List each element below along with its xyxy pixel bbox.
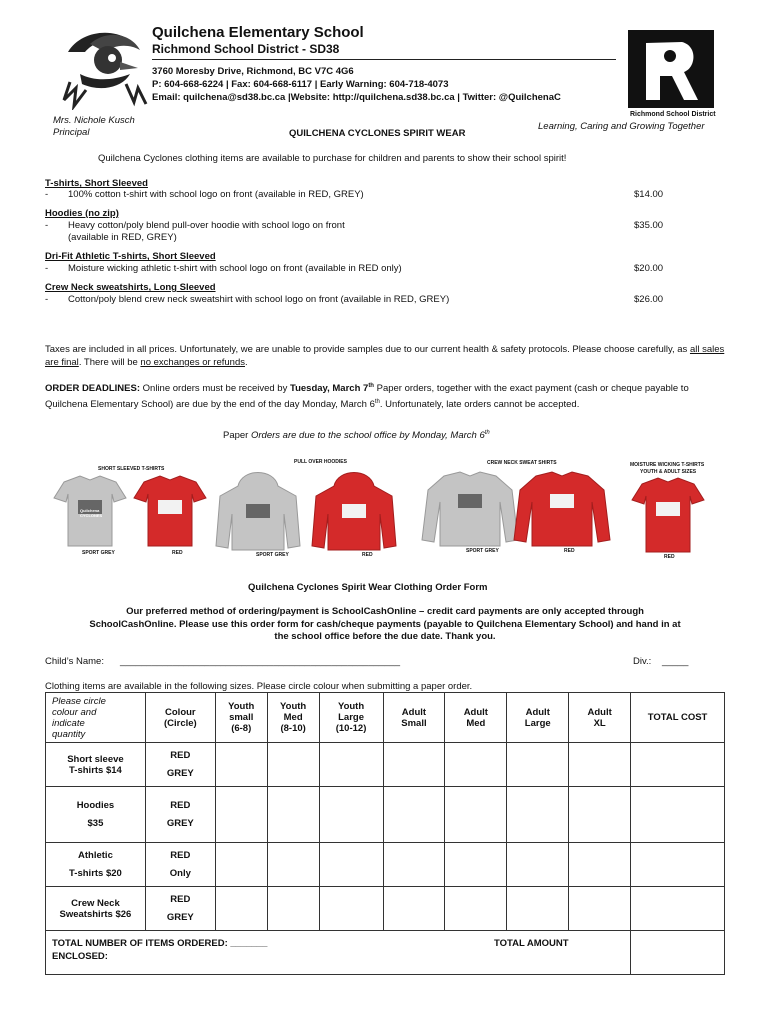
product-title: T-shirts, Short Sleeved [45,178,148,189]
totals-cell [46,931,631,975]
deadlines-text-1: Online orders must be received by [140,383,290,395]
principal-title: Principal [53,127,90,138]
district-logo-label: Richmond School District [630,111,716,118]
deadlines-online-date: Tuesday, March 7 [289,383,369,395]
colour-header [145,693,215,743]
hdr-line: Med [283,712,303,723]
adult-med-header [445,693,507,743]
taxes-no-exchanges: no exchanges or refunds [140,357,245,368]
form-pref-line: SchoolCashOnline. Please use this order form for cash/cheque payments (payable to Quilchena Elementary School) and hand in at [89,618,681,630]
deadlines-paper-sup: th [374,398,380,405]
qty-cell[interactable] [383,843,445,887]
product-price: $14.00 [634,189,664,200]
taxes-final: all sales are final [45,344,725,368]
hdr-line: Colour [165,706,196,718]
table-row [46,743,725,787]
qty-cell[interactable] [569,887,631,931]
product-price: $20.00 [634,263,664,274]
total-amount-cell[interactable] [631,931,725,975]
logo-text: CYCLONES [80,513,103,518]
principal-name: Mrs. Nichole Kusch [53,115,135,126]
crew-red-icon [514,472,610,546]
qty-cell[interactable] [507,787,569,843]
hdr-line: (10-12) [335,723,367,734]
sizes-note: Clothing items are available in the following sizes. Please circle colour when submitting a paper order. [45,681,473,692]
color-label: RED [362,552,373,558]
qty-cell[interactable] [445,743,507,787]
hoodie-grey-icon [216,473,300,551]
hoodie-red-icon [312,473,396,551]
taxes-text-3: . [245,357,248,368]
item-cell [46,843,146,887]
tshirt-red-icon [134,476,206,546]
short-sleeve-label: SHORT SLEEVED T-SHIRTS [98,466,165,472]
document-title: QUILCHENA CYCLONES SPIRIT WEAR [289,128,466,139]
hdr-line: Large [524,717,551,729]
youth-small-header [215,693,267,743]
qty-cell[interactable] [267,843,319,887]
logo-text: Quilchena [80,508,100,513]
colour-option[interactable]: RED [170,749,191,761]
product-bullet: - [45,220,49,231]
taxes-text-1: Taxes are included in all prices. Unfortunately, we are unable to provide samples due to our current health & safety protocols. Please choose carefully, as [45,344,690,355]
qty-cell[interactable] [267,787,319,843]
hdr-line: small [229,712,254,723]
product-bullet: - [45,189,49,200]
colour-option[interactable]: GREY [166,817,194,829]
hdr-line: XL [593,717,606,729]
youth-large-header [319,693,383,743]
header-rule [152,59,616,60]
hdr-line: Youth [280,701,307,712]
school-name: Quilchena Elementary School [152,24,364,41]
qty-cell[interactable] [383,887,445,931]
item-line: $35 [87,817,104,829]
qty-cell[interactable] [383,743,445,787]
paper-note-sup: th [484,430,490,436]
moisture-label-2: YOUTH & ADULT SIZES [640,469,697,475]
qty-cell[interactable] [507,743,569,787]
qty-cell[interactable] [507,887,569,931]
total-amount-label: TOTAL AMOUNT [494,938,569,949]
product-title: Dri-Fit Athletic T-shirts, Short Sleeved [45,251,216,262]
district-logo [626,28,716,110]
school-phone-fax: P: 604-668-6224 | Fax: 604-668-6117 | Early Warning: 604-718-4073 [152,79,449,90]
paper-note-prefix: Paper [223,430,251,442]
school-district: Richmond School District - SD38 [152,42,340,56]
paper-note [223,430,490,441]
colour-option[interactable]: Only [169,867,191,879]
crew-grey-icon [422,472,518,546]
deadlines-text-2: Paper orders, together with the exact payment (cash or cheque payable to Quilchena Elementary School) are due by the end of the day Monday, March 6 [45,383,689,410]
division-field[interactable]: _____ [662,656,689,667]
hdr-line: Med [466,717,486,729]
taxes-text-2: . There will be [78,357,141,368]
child-name-field[interactable]: _____________________________________________________ [120,656,401,667]
colour-option[interactable]: RED [170,849,191,861]
color-label: SPORT GREY [82,550,115,556]
colour-option[interactable]: RED [170,799,191,811]
hdr-line: (6-8) [231,723,252,734]
table-row [46,887,725,931]
table-row [46,787,725,843]
qty-cell[interactable] [319,887,383,931]
hdr-line: Youth [228,701,255,712]
item-cell [46,787,146,843]
colour-cell[interactable] [145,787,215,843]
total-cell[interactable] [631,887,725,931]
qty-cell[interactable] [267,743,319,787]
colour-cell[interactable] [145,887,215,931]
order-table [45,692,725,975]
product-price: $26.00 [634,294,664,305]
color-label: RED [664,554,675,560]
product-bullet: - [45,294,49,305]
paper-note-text: Orders are due to the school office by Monday, March 6 [251,430,485,442]
hdr-line: Large [338,712,364,723]
crew-label: CREW NECK SWEAT SHIRTS [487,460,557,466]
colour-option[interactable]: GREY [166,911,194,923]
item-cell [46,887,146,931]
deadlines-text-3: . Unfortunately, late orders cannot be accepted. [379,398,580,410]
color-label: RED [564,548,575,554]
product-desc: Moisture wicking athletic t-shirt with school logo on front (available in RED only) [68,263,402,274]
product-desc-2: (available in RED, GREY) [68,232,177,243]
child-name-label: Child’s Name: [45,656,104,667]
qty-cell[interactable] [319,787,383,843]
school-contact: Email: quilchena@sd38.bc.ca |Website: http://quilchena.sd38.bc.ca | Twitter: @QuilchenaC [152,92,561,103]
product-title: Hoodies (no zip) [45,208,119,219]
hdr-line: Small [401,717,427,729]
qty-cell[interactable] [507,843,569,887]
tshirt-moisture-red-icon [632,478,704,552]
qty-cell[interactable] [445,887,507,931]
adult-large-header [507,693,569,743]
form-preference [40,606,730,644]
hdr-line: Adult [463,706,488,718]
qty-cell[interactable] [569,743,631,787]
instr-line: Please circle [52,695,106,707]
total-cost-header: TOTAL COST [631,693,725,743]
apparel-images [50,456,720,560]
form-pref-line: the school office before the due date. Thank you. [274,631,496,642]
qty-cell[interactable] [445,787,507,843]
item-line: Sweatshirts $26 [59,908,132,920]
instructions-cell [46,693,146,743]
qty-cell[interactable] [569,843,631,887]
qty-cell[interactable] [215,787,267,843]
cyclone-mascot-logo [60,22,150,110]
colour-option[interactable]: GREY [166,767,194,779]
total-cell[interactable] [631,843,725,887]
total-cell[interactable] [631,743,725,787]
qty-cell[interactable] [215,843,267,887]
colour-option[interactable]: RED [170,893,191,905]
qty-cell[interactable] [267,887,319,931]
table-footer-row [46,931,725,975]
intro-text: Quilchena Cyclones clothing items are available to purchase for children and parents to show their school spirit! [98,153,567,164]
cyclone-mascot-icon [60,22,150,110]
form-title: Quilchena Cyclones Spirit Wear Clothing Order Form [248,582,488,593]
hdr-line: Youth [337,701,365,712]
hdr-line: Adult [587,706,612,718]
qty-cell[interactable] [215,887,267,931]
enclosed-label: ENCLOSED: [52,951,108,962]
item-line: T-shirts $14 [69,764,122,776]
product-desc: 100% cotton t-shirt with school logo on front (available in RED, GREY) [68,189,364,200]
product-bullet: - [45,263,49,274]
item-line: Short sleeve [67,753,124,765]
color-label: SPORT GREY [466,548,499,554]
instr-line: quantity [52,728,86,740]
division-label: Div.: [633,656,652,667]
taxes-paragraph [45,343,730,369]
hdr-line: (8-10) [280,723,306,734]
instr-line: indicate [52,717,85,729]
moisture-label: MOISTURE WICKING T-SHIRTS [630,462,705,468]
table-header-row [46,693,725,743]
hdr-line: Adult [525,706,550,718]
colour-cell[interactable] [145,743,215,787]
item-line: Crew Neck [71,897,120,909]
district-logo-icon [626,28,716,110]
hdr-line: Adult [401,706,427,718]
product-desc: Cotton/poly blend crew neck sweatshirt with school logo on front (available in RED, GREY) [68,294,450,305]
product-price: $35.00 [634,220,664,231]
color-label: RED [172,550,183,556]
qty-cell[interactable] [319,843,383,887]
school-motto: Learning, Caring and Growing Together [538,121,705,132]
color-label: SPORT GREY [256,552,289,558]
item-line: T-shirts $20 [69,867,122,879]
deadlines-online-sup: th [368,383,374,389]
item-cell [46,743,146,787]
deadlines-paragraph [45,380,730,411]
item-line: Hoodies [76,799,115,811]
qty-cell[interactable] [319,743,383,787]
deadlines-label: ORDER DEADLINES: [45,383,141,395]
hdr-line: (Circle) [163,717,197,729]
total-cell[interactable] [631,787,725,843]
qty-cell[interactable] [569,787,631,843]
instr-line: colour and [52,706,97,718]
school-address: 3760 Moresby Drive, Richmond, BC V7C 4G6 [152,66,354,77]
item-line: Athletic [78,849,113,861]
table-row [46,843,725,887]
qty-cell[interactable] [215,743,267,787]
adult-xl-header [569,693,631,743]
product-desc: Heavy cotton/poly blend pull-over hoodie with school logo on front [68,220,345,231]
product-title: Crew Neck sweatshirts, Long Sleeved [45,282,216,293]
qty-cell[interactable] [383,787,445,843]
form-pref-line: Our preferred method of ordering/payment is SchoolCashOnline – credit card payments are only accepted through [126,606,644,617]
total-items[interactable]: TOTAL NUMBER OF ITEMS ORDERED: _______ [52,938,268,949]
qty-cell[interactable] [445,843,507,887]
colour-cell[interactable] [145,843,215,887]
hoodies-label: PULL OVER HOODIES [294,459,347,465]
adult-small-header [383,693,445,743]
youth-med-header [267,693,319,743]
